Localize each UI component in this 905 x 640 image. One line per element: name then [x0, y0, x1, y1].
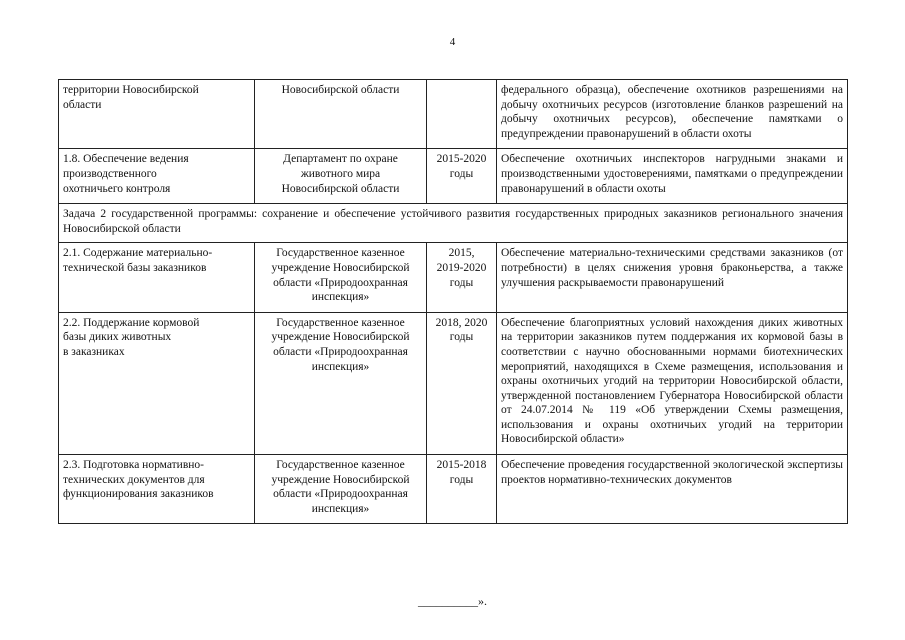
executor-line: Новосибирской области [281, 84, 400, 96]
executor-line: Государственное казенное [276, 459, 405, 472]
event-line: территории Новосибирской [63, 84, 199, 96]
event-line: 1.8. Обеспечение ведения [63, 153, 189, 166]
result-cell: Обеспечение охотничьих инспекторов нагрудными знаками и производственными удостоверениями, памятками о предупреждении правонарушений в области охоты [497, 149, 848, 204]
executor-cell [255, 80, 427, 149]
executor-line: Государственное казенное [276, 316, 405, 329]
task-heading-cell: Задача 2 государственной программы: сохранение и обеспечение устойчивого развития государственных природных заказников регионального значения Новосибирской области [59, 204, 848, 243]
result-cell: Обеспечение материально-техническими средствами заказников (от потребности) в целях снижения уровня браконьерства, а также улучшения раскрываемости правонарушений [497, 243, 848, 312]
closing-signature-line: __________». [418, 594, 487, 608]
executor-cell [255, 312, 427, 454]
program-activities-table [58, 79, 848, 524]
executor-line: учреждение Новосибирской [271, 261, 410, 274]
period-line: 2019-2020 [436, 261, 487, 274]
period-line: 2015-2020 [436, 153, 487, 166]
table-row [59, 243, 848, 312]
executor-line: животного мира [300, 167, 381, 180]
executor-line: учреждение Новосибирской [271, 473, 410, 486]
period-line: годы [449, 167, 474, 180]
task-row [59, 204, 848, 243]
period-line: 2018, 2020 [435, 316, 488, 329]
period-cell [427, 455, 497, 524]
event-cell [59, 80, 255, 149]
period-line: 2015, [448, 247, 475, 260]
table-body [59, 80, 848, 524]
event-cell [59, 312, 255, 454]
event-line: 2.1. Содержание материально- [63, 247, 213, 260]
period-line: годы [449, 331, 474, 344]
table-row [59, 455, 848, 524]
event-line: в заказниках [63, 345, 125, 358]
executor-line: области «Природоохранная [273, 488, 408, 501]
event-cell [59, 243, 255, 312]
executor-line: области «Природоохранная [273, 345, 408, 358]
event-line: технической базы заказников [63, 261, 207, 274]
table-row [59, 149, 848, 204]
event-line: 2.3. Подготовка нормативно- [63, 459, 205, 472]
period-cell [427, 312, 497, 454]
executor-cell [255, 455, 427, 524]
result-cell: федерального образца), обеспечение охотников разрешениями на добычу охотничьих ресурсов (изготовление бланков разрешений на добычу охотничьих ресурсов), обеспечение памятками о предупреждении правонарушений в области охоты [497, 80, 848, 149]
executor-line: Департамент по охране [283, 153, 398, 166]
result-cell: Обеспечение проведения государственной экологической экспертизы проектов нормативно-технических документов [497, 455, 848, 524]
result-cell: Обеспечение благоприятных условий нахождения диких животных на территории заказников путем поддержания их кормовой базы в соответствии с научно обоснованными нормами биотехнических мероприятий, находящихся в Схеме размещения, использования и охраны охотничьих угодий на территории Новосибирской области, утвержденной постановлением Губернатора Новосибирской области от 24.07.2014 № 119 «Об утверждении Схемы размещения, использования и охраны охотничьих угодий на территории Новосибирской области» [497, 312, 848, 454]
period-line: годы [449, 473, 474, 486]
executor-line: Государственное казенное [276, 247, 405, 260]
executor-line: области «Природоохранная [273, 276, 408, 289]
event-line: функционирования заказников [63, 488, 214, 501]
event-line: производственного [63, 167, 157, 180]
executor-cell [255, 243, 427, 312]
period-cell [427, 243, 497, 312]
executor-cell [255, 149, 427, 204]
table-row [59, 312, 848, 454]
event-cell [59, 455, 255, 524]
executor-line: инспекция» [311, 360, 370, 373]
period-line: 2015-2018 [436, 459, 487, 472]
page-number: 4 [449, 36, 456, 48]
period-cell [427, 149, 497, 204]
event-line: 2.2. Поддержание кормовой [63, 316, 200, 329]
executor-line: инспекция» [311, 502, 370, 515]
event-line: области [63, 98, 102, 111]
executor-line: инспекция» [311, 291, 370, 304]
executor-line: учреждение Новосибирской [271, 331, 410, 344]
period-line: годы [449, 276, 474, 289]
event-line: охотничьего контроля [63, 182, 171, 195]
event-line: базы диких животных [63, 331, 172, 344]
period-cell [427, 80, 497, 149]
event-line: технических документов для [63, 473, 205, 486]
table-row [59, 80, 848, 149]
executor-line: Новосибирской области [281, 182, 400, 195]
event-cell [59, 149, 255, 204]
